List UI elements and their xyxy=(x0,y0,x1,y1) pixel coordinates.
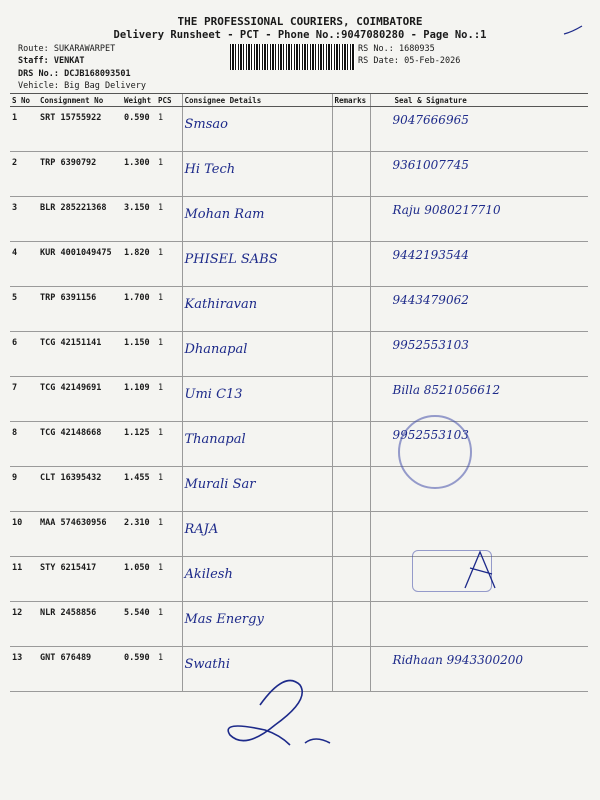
table-row xyxy=(10,467,588,512)
row-weight: 1.820 xyxy=(122,242,156,287)
row-sno: 4 xyxy=(10,242,38,287)
row-pcs: 1 xyxy=(156,332,182,377)
row-remarks xyxy=(332,287,370,332)
table-row xyxy=(10,377,588,422)
consignment-header: Consignment No xyxy=(38,94,122,107)
row-sno: 12 xyxy=(10,602,38,647)
row-consignee-handwritten: Mas Energy xyxy=(182,602,332,647)
row-consignee-handwritten: Dhanapal xyxy=(182,332,332,377)
rs-number-value: 1680935 xyxy=(398,44,435,54)
row-consignment-number: SRT 15755922 xyxy=(38,107,122,152)
vehicle-label: Vehicle: xyxy=(18,81,59,91)
table-row xyxy=(10,152,588,197)
row-consignment-number: TCG 42148668 xyxy=(38,422,122,467)
row-pcs: 1 xyxy=(156,512,182,557)
row-consignee-handwritten: Umi C13 xyxy=(182,377,332,422)
table-row xyxy=(10,557,588,602)
row-consignee-handwritten: Hi Tech xyxy=(182,152,332,197)
table-row xyxy=(10,107,588,152)
row-consignment-number: GNT 676489 xyxy=(38,647,122,692)
row-pcs: 1 xyxy=(156,467,182,512)
pcs-header: PCS xyxy=(156,94,182,107)
seal-stamp xyxy=(398,415,472,489)
table-row xyxy=(10,602,588,647)
row-consignee-handwritten: PHISEL SABS xyxy=(182,242,332,287)
row-sno: 7 xyxy=(10,377,38,422)
row-pcs: 1 xyxy=(156,242,182,287)
supervisor-signature xyxy=(205,665,355,755)
sno-header: S No xyxy=(10,94,38,107)
weight-header: Weight xyxy=(122,94,156,107)
row-weight: 1.300 xyxy=(122,152,156,197)
route-label: Route: xyxy=(18,44,49,54)
row-consignment-number: TRP 6390792 xyxy=(38,152,122,197)
row-pcs: 1 xyxy=(156,152,182,197)
row-sno: 8 xyxy=(10,422,38,467)
row-remarks xyxy=(332,197,370,242)
barcode xyxy=(230,44,355,70)
row-sno: 6 xyxy=(10,332,38,377)
row-pcs: 1 xyxy=(156,647,182,692)
row-weight: 3.150 xyxy=(122,197,156,242)
table-row xyxy=(10,242,588,287)
row-remarks xyxy=(332,377,370,422)
row-pcs: 1 xyxy=(156,107,182,152)
table-row xyxy=(10,332,588,377)
route-line xyxy=(18,44,115,54)
row-weight: 0.590 xyxy=(122,647,156,692)
row-consignment-number: MAA 574630956 xyxy=(38,512,122,557)
route-value: SUKARAWARPET xyxy=(53,44,116,54)
vehicle-line xyxy=(18,81,146,91)
row-pcs: 1 xyxy=(156,602,182,647)
row-sno: 1 xyxy=(10,107,38,152)
row-remarks xyxy=(332,242,370,287)
row-consignee-handwritten: Kathiravan xyxy=(182,287,332,332)
row-pcs: 1 xyxy=(156,197,182,242)
row-consignee-handwritten: Mohan Ram xyxy=(182,197,332,242)
row-seal-signature: 9952553103 xyxy=(370,332,588,377)
row-sno: 10 xyxy=(10,512,38,557)
row-consignment-number: TCG 42151141 xyxy=(38,332,122,377)
table-row xyxy=(10,197,588,242)
remarks-header: Remarks xyxy=(332,94,370,107)
row-consignment-number: CLT 16395432 xyxy=(38,467,122,512)
row-remarks xyxy=(332,512,370,557)
corner-tick-mark xyxy=(562,24,584,38)
row-seal-signature: 9443479062 xyxy=(370,287,588,332)
row-consignee-handwritten: RAJA xyxy=(182,512,332,557)
row-remarks xyxy=(332,152,370,197)
row-weight: 1.150 xyxy=(122,332,156,377)
drs-line xyxy=(18,69,131,79)
table-row xyxy=(10,422,588,467)
row-remarks xyxy=(332,467,370,512)
rs-date-value: 05-Feb-2026 xyxy=(404,56,461,66)
row-seal-signature: Raju 9080217710 xyxy=(370,197,588,242)
row-weight: 1.050 xyxy=(122,557,156,602)
row-sno: 13 xyxy=(10,647,38,692)
runsheet-subtitle: Delivery Runsheet - PCT - Phone No.:9047080280 - Page No.:1 xyxy=(113,29,487,41)
table-row xyxy=(10,512,588,557)
runsheet-table xyxy=(10,93,588,692)
row-weight: 1.125 xyxy=(122,422,156,467)
row-remarks xyxy=(332,602,370,647)
row-sno: 2 xyxy=(10,152,38,197)
staff-label: Staff: xyxy=(18,56,49,66)
rs-number-label: RS No.: xyxy=(358,44,394,54)
row-pcs: 1 xyxy=(156,287,182,332)
row-consignment-number: TCG 42149691 xyxy=(38,377,122,422)
row-seal-signature: 9442193544 xyxy=(370,242,588,287)
row-pcs: 1 xyxy=(156,422,182,467)
row-consignee-handwritten: Akilesh xyxy=(182,557,332,602)
row-consignment-number: TRP 6391156 xyxy=(38,287,122,332)
row-remarks xyxy=(332,557,370,602)
drs-label: DRS No.: xyxy=(18,69,59,79)
row-sno: 11 xyxy=(10,557,38,602)
row-consignee-handwritten: Murali Sar xyxy=(182,467,332,512)
row-consignee-handwritten: Smsao xyxy=(182,107,332,152)
vehicle-value: Big Bag Delivery xyxy=(64,81,146,91)
row-sno: 9 xyxy=(10,467,38,512)
rs-date-line xyxy=(358,56,460,66)
row-weight: 1.455 xyxy=(122,467,156,512)
row-pcs: 1 xyxy=(156,557,182,602)
row-remarks xyxy=(332,107,370,152)
row-weight: 2.310 xyxy=(122,512,156,557)
row-pcs: 1 xyxy=(156,377,182,422)
row-remarks xyxy=(332,422,370,467)
row-seal-signature: Ridhaan 9943300200 xyxy=(370,647,588,692)
row-consignee-handwritten: Thanapal xyxy=(182,422,332,467)
rs-number-line xyxy=(358,44,435,54)
row-weight: 5.540 xyxy=(122,602,156,647)
row-seal-signature: 9047666965 xyxy=(370,107,588,152)
staff-line xyxy=(18,56,85,66)
row-weight: 1.700 xyxy=(122,287,156,332)
row-sno: 5 xyxy=(10,287,38,332)
row-consignment-number: KUR 4001049475 xyxy=(38,242,122,287)
signature-mark xyxy=(460,548,500,592)
row-consignee-handwritten: Swathi xyxy=(182,647,332,692)
consignee-header: Consignee Details xyxy=(182,94,332,107)
rs-date-label: RS Date: xyxy=(358,56,399,66)
company-title: THE PROFESSIONAL COURIERS, COIMBATORE xyxy=(177,15,423,28)
row-weight: 0.590 xyxy=(122,107,156,152)
row-weight: 1.109 xyxy=(122,377,156,422)
row-consignment-number: BLR 285221368 xyxy=(38,197,122,242)
row-remarks xyxy=(332,332,370,377)
row-seal-signature xyxy=(370,602,588,647)
row-seal-signature: Billa 8521056612 xyxy=(370,377,588,422)
row-seal-signature: 9952553103 xyxy=(370,422,588,467)
row-seal-signature xyxy=(370,467,588,512)
row-consignment-number: STY 6215417 xyxy=(38,557,122,602)
row-consignment-number: NLR 2458856 xyxy=(38,602,122,647)
staff-value: VENKAT xyxy=(53,56,85,66)
table-row xyxy=(10,287,588,332)
table-header-row xyxy=(10,94,588,107)
seal-header: Seal & Signature xyxy=(370,94,588,107)
row-sno: 3 xyxy=(10,197,38,242)
drs-value: DCJB168093501 xyxy=(64,69,131,79)
row-seal-signature: 9361007745 xyxy=(370,152,588,197)
